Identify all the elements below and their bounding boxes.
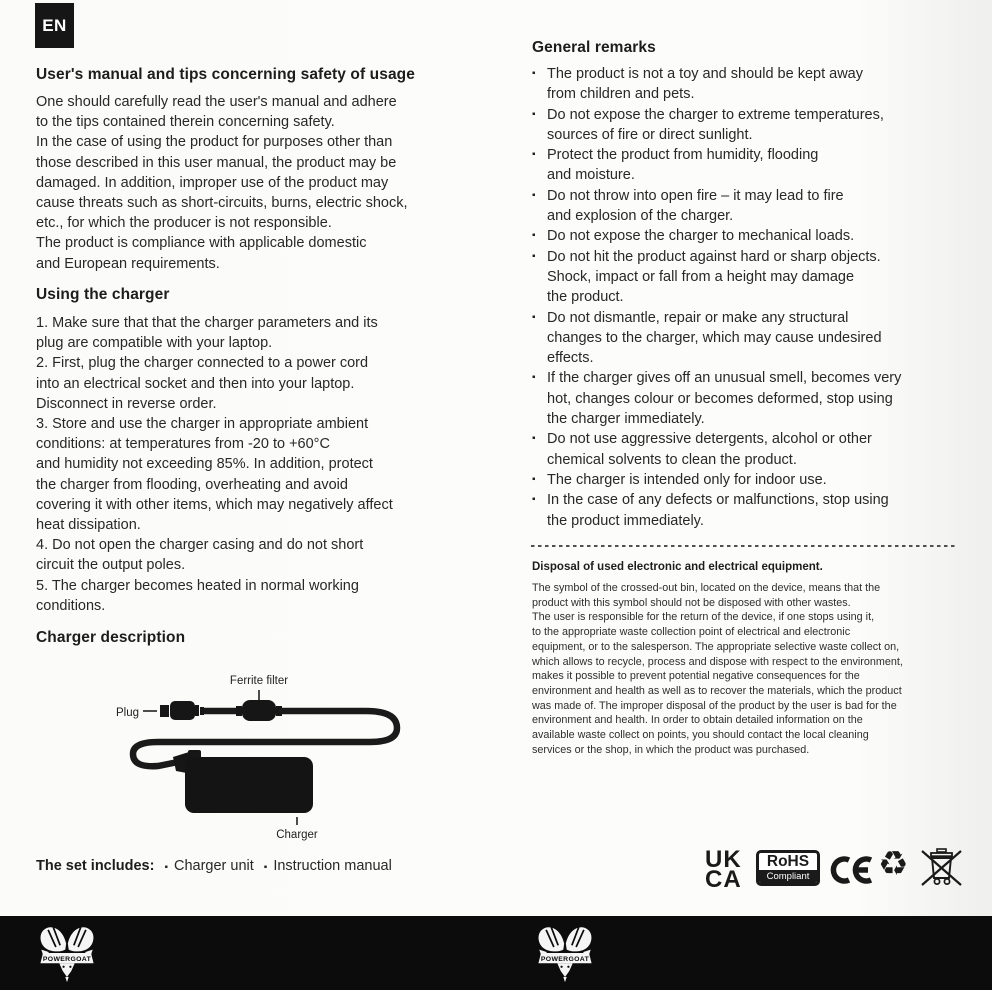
bullet-item xyxy=(532,64,972,105)
charger-label: Charger xyxy=(276,829,318,841)
text-line: Do not expose the charger to mechanical loads. xyxy=(547,228,855,245)
text-line: effects. xyxy=(547,350,594,367)
footer-bar xyxy=(0,916,992,990)
weee-crossed-bin-icon xyxy=(918,846,964,890)
text-line: which allows to recycle, process and dispose with respect to the environment, xyxy=(532,655,903,668)
intro-paragraph xyxy=(36,92,408,274)
text-line: The user is responsible for the return of the device, if one stops using it, xyxy=(532,611,875,624)
bullet-marker: ▪ xyxy=(532,473,536,485)
text-line: and humidity not exceeding 85%. In addition, protect xyxy=(36,456,373,473)
text-line: The product is compliance with applicable domestic xyxy=(36,235,367,252)
bullet-item xyxy=(532,247,972,308)
bullet-marker: ▪ xyxy=(532,189,536,201)
bullet-marker: ▪ xyxy=(532,68,536,79)
bullet-item xyxy=(532,226,972,246)
plug-label: Plug xyxy=(115,707,139,719)
text-line: from children and pets. xyxy=(547,86,695,103)
disposal-title: Disposal of used electronic and electrical equipment. xyxy=(532,561,823,573)
dashed-divider xyxy=(531,545,955,547)
bullet-marker: ▪ xyxy=(263,862,268,873)
text-line: In the case of using the product for purposes other than xyxy=(36,134,393,151)
text-line: etc., for which the producer is not responsible. xyxy=(36,215,332,232)
powergoat-wordmark: POWERGOAT xyxy=(540,956,590,964)
text-line: product with this symbol should not be disposed with other wastes. xyxy=(532,596,851,609)
powergoat-wordmark: POWERGOAT xyxy=(42,956,92,964)
rohs-subtitle: Compliant xyxy=(759,870,817,883)
text-line: those described in this user manual, the product may be xyxy=(36,154,397,171)
set-includes-item: Charger unit xyxy=(174,858,254,874)
text-line: Disconnect in reverse order. xyxy=(36,395,217,412)
ferrite-filter-shape xyxy=(236,700,282,721)
text-line: makes it possible to prevent potential negative consequences for the xyxy=(532,670,860,683)
using-the-charger-title: Using the charger xyxy=(36,286,170,303)
general-remarks-list xyxy=(532,64,972,531)
bullet-marker: ▪ xyxy=(532,433,536,445)
text-line: chemical solvents to clean the product. xyxy=(547,451,797,468)
bullet-marker: ▪ xyxy=(532,149,536,161)
text-line: and European requirements. xyxy=(36,255,220,272)
bullet-item xyxy=(532,490,972,531)
text-line: 4. Do not open the charger casing and do not short xyxy=(36,537,364,554)
set-includes-label: The set includes: xyxy=(36,858,155,874)
text-line: The symbol of the crossed-out bin, located on the device, means that the xyxy=(532,582,881,594)
text-line: hot, changes colour or becomes deformed, stop using xyxy=(547,390,893,407)
powergoat-logo xyxy=(535,921,595,985)
bullet-item xyxy=(532,429,972,470)
bullet-marker: ▪ xyxy=(532,311,536,323)
set-includes-line xyxy=(36,858,392,874)
text-line: The charger is intended only for indoor use. xyxy=(547,471,827,488)
text-line: Do not dismantle, repair or make any structural xyxy=(547,309,849,326)
text-line: If the charger gives off an unusual smell, becomes very xyxy=(547,370,902,387)
text-line: to the appropriate waste collection point of electrical and electronic xyxy=(532,626,851,639)
text-line: was made of. The improper disposal of the product by the user is bad for the xyxy=(532,699,897,712)
text-line: 2. First, plug the charger connected to a power cord xyxy=(36,355,369,372)
text-line: plug are compatible with your laptop. xyxy=(36,335,273,352)
bullet-marker: ▪ xyxy=(532,494,536,506)
bullet-marker: ▪ xyxy=(532,372,536,384)
text-line: 3. Store and use the charger in appropriate ambient xyxy=(36,416,369,433)
text-line: Do not hit the product against hard or sharp objects. xyxy=(547,248,881,265)
ukca-line: UK xyxy=(705,846,742,873)
bullet-marker: ▪ xyxy=(532,250,536,262)
text-line: changes to the charger, which may cause undesired xyxy=(547,329,882,346)
charger-description-title: Charger description xyxy=(36,629,186,646)
text-line: sources of fire or direct sunlight. xyxy=(547,126,753,143)
text-line: environment and health. In order to obtain detailed information on the xyxy=(532,714,863,727)
text-line: available waste collect on points, you should contact the local cleaning xyxy=(532,729,869,742)
bullet-item xyxy=(532,105,972,146)
text-line: circuit the output poles. xyxy=(36,557,186,574)
rohs-mark xyxy=(756,850,820,886)
text-line: and moisture. xyxy=(547,167,635,184)
text-line: services or the shop, in which the product was purchased. xyxy=(532,743,810,756)
bullet-marker: ▪ xyxy=(532,230,536,242)
ferrite-filter-label: Ferrite filter xyxy=(229,675,289,687)
text-line: Do not use aggressive detergents, alcohol or other xyxy=(547,431,872,448)
bullet-marker: ▪ xyxy=(164,862,168,873)
bullet-item xyxy=(532,308,972,369)
text-line: One should carefully read the user's manual and adhere xyxy=(36,94,397,110)
bullet-item xyxy=(532,368,972,429)
text-line: The product is not a toy and should be kept away xyxy=(547,66,863,82)
text-line: Do not throw into open fire – it may lead to fire xyxy=(547,187,844,204)
set-includes-item: Instruction manual xyxy=(273,858,392,874)
text-line: environment and health as well as to recover the materials, which the product xyxy=(532,684,902,697)
text-line: damaged. In addition, improper use of the product may xyxy=(36,174,389,191)
ce-mark-icon xyxy=(829,855,873,885)
text-line: Shock, impact or fall from a height may damage xyxy=(547,268,855,285)
text-line: conditions: at temperatures from -20 to +60°C xyxy=(36,436,330,453)
text-line: 5. The charger becomes heated in normal working xyxy=(36,577,359,594)
charger-diagram xyxy=(28,650,478,850)
rohs-title: RoHS xyxy=(766,853,810,870)
text-line: conditions. xyxy=(36,597,106,614)
text-line: Protect the product from humidity, flooding xyxy=(547,147,819,164)
ukca-mark xyxy=(705,846,742,893)
text-line: heat dissipation. xyxy=(36,517,141,534)
text-line: cause threats such as short-circuits, burns, electric shock, xyxy=(36,195,408,212)
text-line: and explosion of the charger. xyxy=(547,208,734,225)
text-line: the product immediately. xyxy=(547,512,704,529)
general-remarks-title: General remarks xyxy=(532,39,656,56)
disposal-paragraph xyxy=(532,581,903,757)
text-line: In the case of any defects or malfunctions, stop using xyxy=(547,492,889,509)
text-line: the charger from flooding, overheating and avoid xyxy=(36,476,348,493)
text-line: covering it with other items, which may negatively affect xyxy=(36,496,393,513)
plug-shape xyxy=(160,701,204,720)
bullet-item xyxy=(532,470,972,490)
ukca-line: CA xyxy=(705,865,742,893)
using-the-charger-list xyxy=(36,313,393,616)
bullet-item xyxy=(532,145,972,186)
text-line: the charger immediately. xyxy=(547,411,705,428)
recycling-icon: ♻ xyxy=(878,845,909,883)
text-line: Do not expose the charger to extreme temperatures, xyxy=(547,106,884,123)
bullet-item xyxy=(532,186,972,227)
en-language-badge: EN xyxy=(35,3,74,48)
powergoat-logo xyxy=(37,921,97,985)
bullet-marker: ▪ xyxy=(532,108,536,120)
text-line: the product. xyxy=(547,289,624,306)
text-line: into an electrical socket and then into your laptop. xyxy=(36,375,355,392)
text-line: 1. Make sure that that the charger parameters and its xyxy=(36,315,378,331)
charger-body-shape xyxy=(185,757,313,813)
left-column-title: User's manual and tips concerning safety of usage xyxy=(36,66,415,83)
text-line: equipment, or to the salesperson. The appropriate selective waste collect on, xyxy=(532,640,900,653)
text-line: to the tips contained therein concerning safety. xyxy=(36,114,335,131)
